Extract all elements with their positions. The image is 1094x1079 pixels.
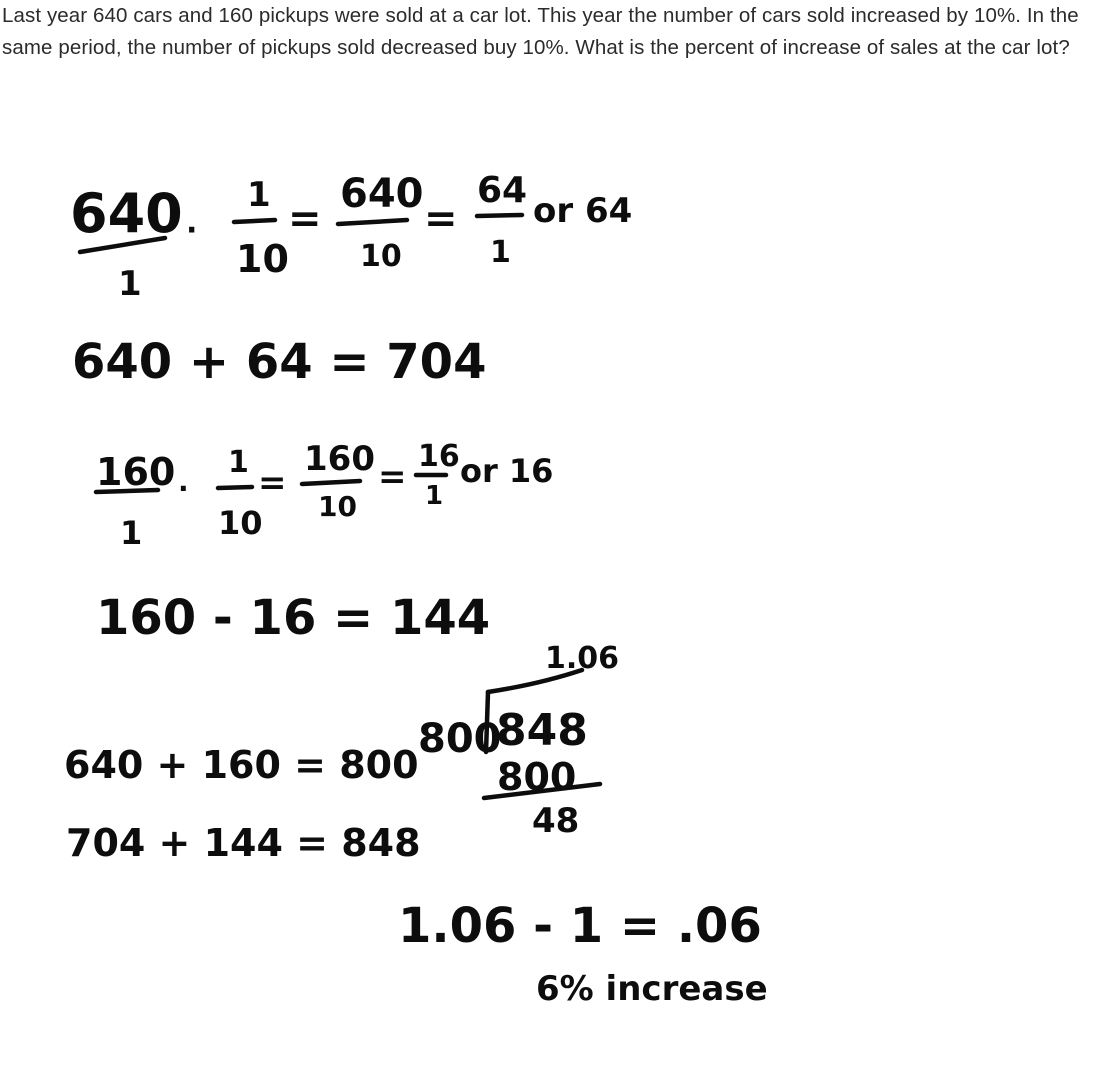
fraction-bar (234, 220, 275, 222)
fraction-bar (218, 487, 252, 488)
fraction-4-numerator: 16 (418, 439, 460, 474)
fraction-1-denominator: 1 (120, 514, 143, 552)
division-subtrahend: 800 (497, 755, 577, 799)
work-line-8: 6% increase (536, 969, 768, 1009)
fraction-4-denominator: 1 (425, 481, 444, 511)
fraction-3-denominator: 10 (360, 239, 402, 274)
fraction-4-denominator: 1 (490, 235, 511, 270)
fraction-2-denominator: 10 (236, 237, 289, 281)
equals-sign: = (424, 196, 458, 242)
fraction-bar (338, 220, 407, 224)
work-line-1 (70, 170, 632, 304)
equals-sign: = (288, 196, 322, 242)
work-line-6: 704 + 144 = 848 (66, 821, 421, 865)
long-division (418, 641, 619, 841)
or-result: or 16 (460, 452, 554, 490)
work-line-7: 1.06 - 1 = .06 (398, 898, 762, 954)
fraction-1-numerator: 640 (70, 182, 183, 245)
division-bracket-top (488, 670, 582, 692)
problem-text: Last year 640 cars and 160 pickups were sold at a car lot. This year the number of cars sold increased by 10%. In the same period, the number of pickups sold decreased buy 10%. What is the percent of increase of sales at the car lot? (2, 4, 1079, 59)
fraction-2-numerator: 1 (247, 175, 271, 215)
fraction-2-denominator: 10 (218, 504, 263, 542)
work-line-5: 640 + 160 = 800 (64, 743, 419, 787)
equals-sign: = (378, 457, 407, 497)
fraction-3-numerator: 640 (340, 171, 424, 217)
fraction-1-denominator: 1 (118, 264, 142, 304)
division-remainder: 48 (532, 801, 580, 841)
work-line-3 (96, 439, 553, 552)
division-dividend: 848 (496, 705, 588, 756)
fraction-2-numerator: 1 (228, 445, 249, 480)
fraction-3-denominator: 10 (318, 490, 357, 523)
fraction-bar (96, 490, 158, 492)
work-line-2: 640 + 64 = 704 (72, 334, 487, 390)
or-result: or 64 (533, 191, 633, 231)
division-quotient: 1.06 (545, 641, 620, 676)
fraction-1-numerator: 160 (96, 450, 176, 494)
work-line-4: 160 - 16 = 144 (96, 590, 491, 646)
multiply-dot: · (178, 472, 189, 505)
division-divisor: 800 (418, 716, 502, 762)
fraction-bar (477, 215, 522, 216)
fraction-4-numerator: 64 (477, 170, 528, 211)
fraction-3-numerator: 160 (304, 439, 375, 479)
equals-sign: = (258, 463, 287, 503)
fraction-bar (302, 481, 360, 484)
multiply-dot: · (186, 213, 198, 248)
